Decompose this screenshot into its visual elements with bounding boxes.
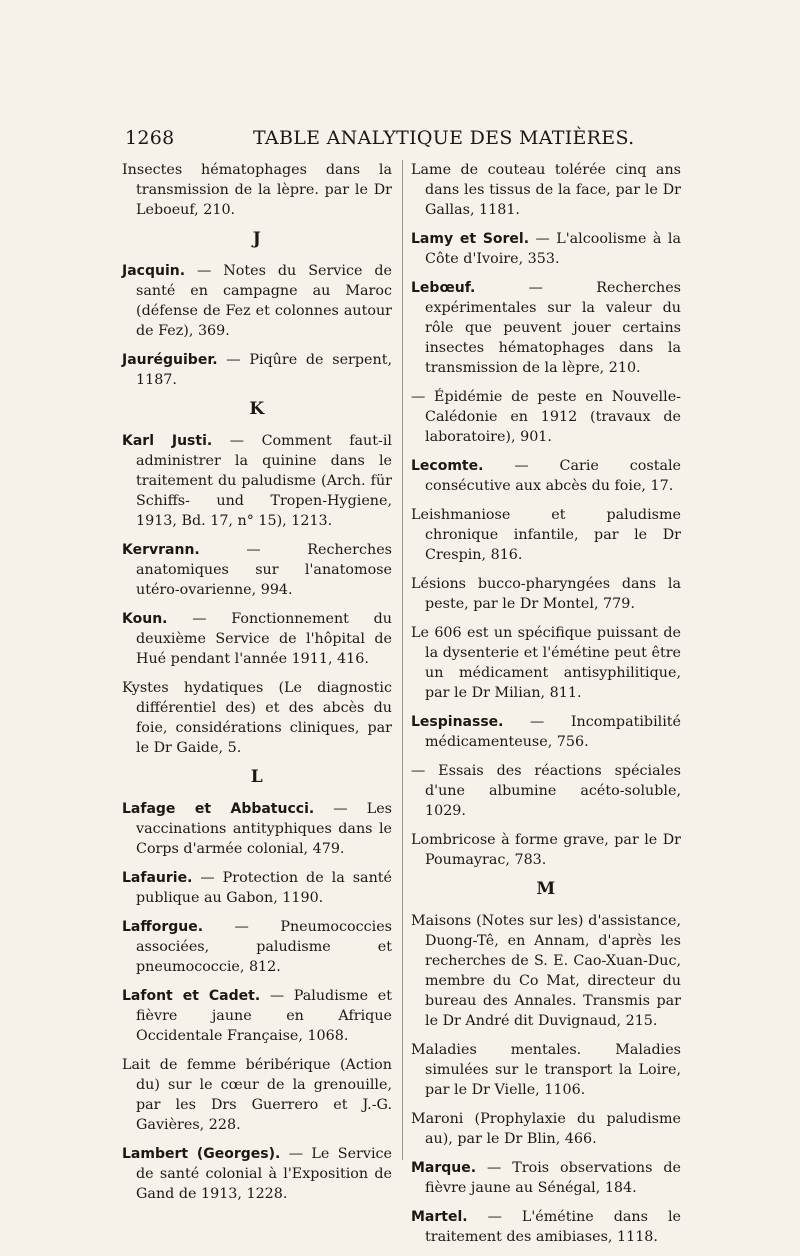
entry-text: — Recherches expérimentales sur la valeur du rôle que peuvent jouer certains insectes hématophages dans la transmission de la lèpre, 210. bbox=[425, 280, 681, 376]
entry-text: Maisons (Notes sur les) d'assistance, Duong-Tê, en Annam, d'après les recherches de S. E. Cao-Xuan-Duc, membre du Co Mat, directeur du bureau des Annales. Transmis par le Dr André dit Duvignaud, 215. bbox=[411, 913, 681, 1029]
index-entry bbox=[411, 1040, 681, 1100]
entry-author: Lafont et Cadet. bbox=[122, 988, 261, 1004]
section-letter: L bbox=[250, 767, 264, 787]
index-entry bbox=[411, 1158, 681, 1198]
entry-author: Lamy et Sorel. bbox=[411, 231, 530, 247]
entry-author: Marque. bbox=[411, 1160, 477, 1176]
section-letter: K bbox=[249, 399, 265, 419]
index-entry bbox=[122, 1144, 392, 1204]
entry-text: — Protection de la santé publique au Gabon, 1190. bbox=[136, 870, 392, 906]
index-entry bbox=[411, 1207, 681, 1247]
entry-text: — Pneumococcies associées, paludisme et pneumococcie, 812. bbox=[136, 919, 392, 975]
entry-text: Lait de femme béribérique (Action du) sur le cœur de la grenouille, par les Drs Guerrero et J.-G. Gavières, 228. bbox=[122, 1057, 392, 1133]
entry-text: — Essais des réactions spéciales d'une albumine acéto-soluble, 1029. bbox=[411, 763, 681, 819]
index-entry bbox=[411, 229, 681, 269]
entry-text: — Épidémie de peste en Nouvelle-Calédonie en 1912 (travaux de laboratoire), 901. bbox=[411, 389, 681, 445]
entry-text: — Fonctionnement du deuxième Service de l'hôpital de Hué pendant l'année 1911, 416. bbox=[136, 611, 392, 667]
entry-text: — Notes du Service de santé en campagne au Maroc (défense de Fez et colonnes autour de Fez), 369. bbox=[136, 263, 392, 339]
entry-text: Lésions bucco-pharyngées dans la peste, par le Dr Montel, 779. bbox=[411, 576, 681, 612]
entry-text: — Paludisme et fièvre jaune en Afrique Occidentale Française, 1068. bbox=[136, 988, 393, 1044]
entry-text: — Piqûre de serpent, 1187. bbox=[136, 352, 392, 388]
index-entry bbox=[411, 1109, 681, 1149]
index-entry bbox=[122, 609, 392, 669]
index-entry bbox=[411, 387, 681, 447]
entry-text: Leishmaniose et paludisme chronique infantile, par le Dr Crespin, 816. bbox=[411, 507, 681, 563]
entry-text: Lame de couteau tolérée cinq ans dans les tissus de la face, par le Dr Gallas, 1181. bbox=[411, 162, 681, 218]
index-entry bbox=[122, 917, 392, 977]
index-entry bbox=[122, 799, 392, 859]
entry-author: Lafage et Abbatucci. bbox=[122, 801, 315, 817]
page-number: 1268 bbox=[125, 127, 175, 149]
entry-text: — Recherches anatomiques sur l'anatomose utéro-ovarienne, 994. bbox=[136, 542, 392, 598]
entry-author: Koun. bbox=[122, 611, 168, 627]
column-divider bbox=[402, 160, 403, 1160]
index-entry bbox=[122, 986, 392, 1046]
index-entry bbox=[411, 830, 681, 870]
entry-text: — Trois observations de fièvre jaune au Sénégal, 184. bbox=[425, 1160, 681, 1196]
entry-author: Karl Justi. bbox=[122, 433, 213, 449]
index-entry bbox=[411, 911, 681, 1031]
index-entry bbox=[411, 505, 681, 565]
entry-author: Jauréguiber. bbox=[122, 352, 218, 368]
index-entry bbox=[411, 278, 681, 378]
index-entry bbox=[122, 540, 392, 600]
entry-text: Kystes hydatiques (Le diagnostic différentiel des) et des abcès du foie, considérations cliniques, par le Dr Gaide, 5. bbox=[122, 680, 392, 756]
right-column bbox=[411, 160, 681, 1256]
entry-text: Maladies mentales. Maladies simulées sur le transport la Loire, par le Dr Vielle, 1106. bbox=[411, 1042, 681, 1098]
section-letter: M bbox=[536, 879, 556, 899]
page-title: TABLE ANALYTIQUE DES MATIÈRES. bbox=[253, 127, 635, 149]
entry-text: — Le Service de santé colonial à l'Exposition de Gand de 1913, 1228. bbox=[136, 1146, 393, 1202]
entry-author: Lespinasse. bbox=[411, 714, 504, 730]
index-entry bbox=[411, 761, 681, 821]
index-entry bbox=[122, 678, 392, 758]
index-entry bbox=[411, 160, 681, 220]
index-entry bbox=[411, 623, 681, 703]
index-entry bbox=[411, 574, 681, 614]
entry-text: Le 606 est un spécifique puissant de la dysenterie et l'émétine peut être un médicament antisyphilitique, par le Dr Milian, 811. bbox=[411, 625, 681, 701]
entry-author: Lafaurie. bbox=[122, 870, 193, 886]
index-entry bbox=[122, 261, 392, 341]
index-entry bbox=[122, 1055, 392, 1135]
entry-text: — Comment faut-il administrer la quinine dans le traitement du paludisme (Arch. für Schiffs- und Tropen-Hygiene, 1913, Bd. 17, n° 15), 1213. bbox=[136, 433, 392, 529]
left-column bbox=[122, 160, 392, 1213]
index-entry bbox=[411, 712, 681, 752]
entry-author: Lecomte. bbox=[411, 458, 484, 474]
entry-text: Insectes hématophages dans la transmission de la lèpre. par le Dr Leboeuf, 210. bbox=[122, 162, 392, 218]
entry-author: Kervrann. bbox=[122, 542, 200, 558]
entry-author: Lafforgue. bbox=[122, 919, 204, 935]
page-header bbox=[125, 127, 685, 157]
index-entry bbox=[122, 431, 392, 531]
entry-author: Jacquin. bbox=[122, 263, 186, 279]
entry-text: — Carie costale consécutive aux abcès du foie, 17. bbox=[425, 458, 681, 494]
entry-text: Maroni (Prophylaxie du paludisme au), par le Dr Blin, 466. bbox=[411, 1111, 681, 1147]
section-letter: J bbox=[252, 229, 262, 249]
entry-author: Lambert (Georges). bbox=[122, 1146, 281, 1162]
entry-author: Martel. bbox=[411, 1209, 468, 1225]
entry-text: — Les vaccinations antityphiques dans le Corps d'armée colonial, 479. bbox=[136, 801, 392, 857]
index-entry bbox=[122, 868, 392, 908]
index-entry bbox=[411, 456, 681, 496]
entry-text: Lombricose à forme grave, par le Dr Poumayrac, 783. bbox=[411, 832, 681, 868]
entry-text: — L'alcoolisme à la Côte d'Ivoire, 353. bbox=[425, 231, 681, 267]
index-entry bbox=[122, 350, 392, 390]
entry-author: Lebœuf. bbox=[411, 280, 476, 296]
index-entry bbox=[122, 160, 392, 220]
entry-text: — Incompatibilité médicamenteuse, 756. bbox=[425, 714, 681, 750]
entry-text: — L'émétine dans le traitement des amibiases, 1118. bbox=[425, 1209, 681, 1245]
